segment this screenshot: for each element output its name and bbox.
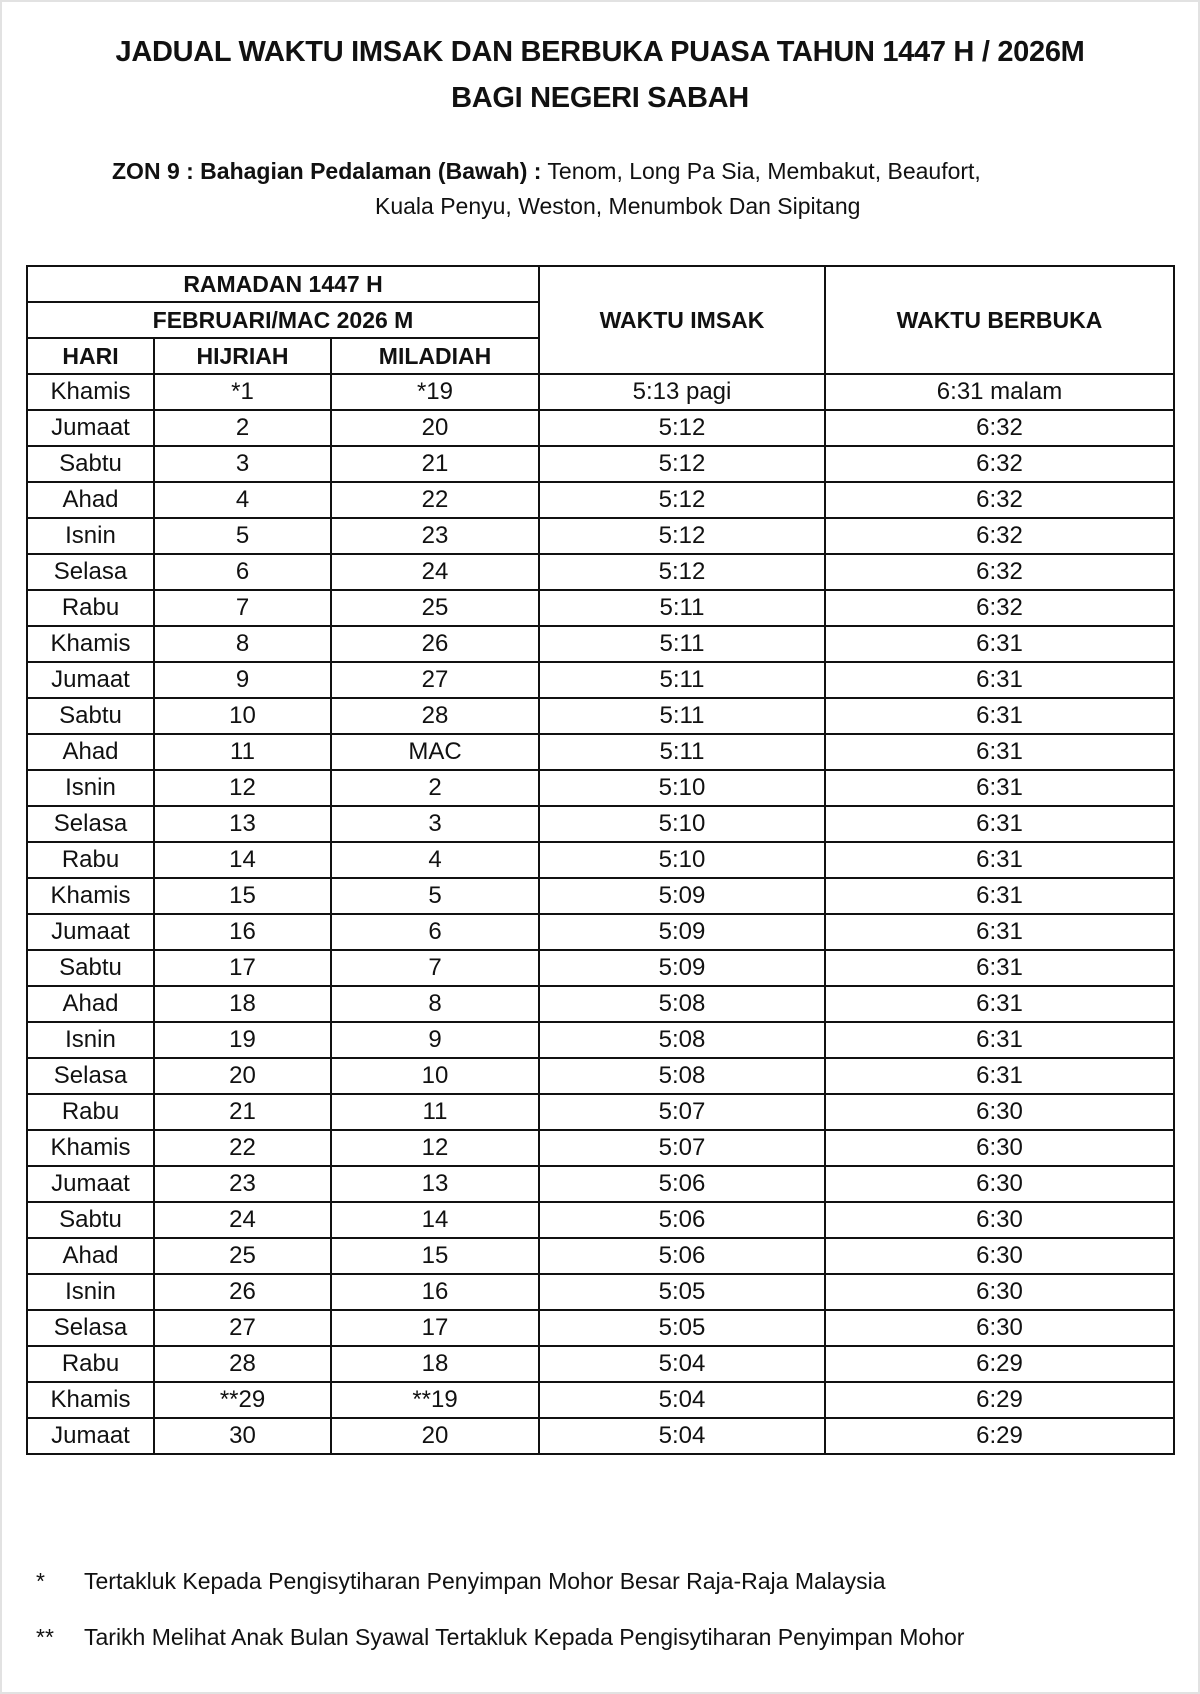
table-row [27,446,1174,482]
cell-miladiah: **19 [331,1382,539,1418]
table-row [27,698,1174,734]
cell-hari: Selasa [27,554,154,590]
table-row [27,842,1174,878]
table-row [27,1418,1174,1454]
cell-hari: Selasa [27,1310,154,1346]
cell-berbuka: 6:32 [825,554,1174,590]
cell-miladiah: 17 [331,1310,539,1346]
cell-berbuka: 6:29 [825,1382,1174,1418]
zone-areas: Tenom, Long Pa Sia, Membakut, Beaufort, [547,158,981,184]
cell-miladiah: 22 [331,482,539,518]
footnote-text: Tarikh Melihat Anak Bulan Syawal Tertakluk Kepada Pengisytiharan Penyimpan Mohor [84,1624,965,1650]
cell-hijriah: 22 [154,1130,331,1166]
cell-berbuka: 6:31 [825,878,1174,914]
cell-hijriah: 19 [154,1022,331,1058]
cell-imsak: 5:04 [539,1346,825,1382]
cell-hijriah: 11 [154,734,331,770]
cell-miladiah: 16 [331,1274,539,1310]
cell-imsak: 5:04 [539,1382,825,1418]
footnote-2 [36,1624,964,1651]
cell-imsak: 5:11 [539,698,825,734]
cell-miladiah: 10 [331,1058,539,1094]
cell-berbuka: 6:31 [825,770,1174,806]
cell-hari: Khamis [27,626,154,662]
cell-hari: Isnin [27,770,154,806]
cell-hijriah: 8 [154,626,331,662]
table-row [27,770,1174,806]
table-row [27,410,1174,446]
cell-hijriah: 30 [154,1418,331,1454]
cell-imsak: 5:09 [539,950,825,986]
cell-hijriah: 3 [154,446,331,482]
cell-miladiah: 23 [331,518,539,554]
col-header-miladiah: MILADIAH [331,338,539,374]
cell-miladiah: 12 [331,1130,539,1166]
ramadan-header: RAMADAN 1447 H [27,266,539,302]
cell-imsak: 5:08 [539,1022,825,1058]
cell-hijriah: *1 [154,374,331,410]
table-row [27,1202,1174,1238]
table-row [27,626,1174,662]
cell-hari: Ahad [27,1238,154,1274]
cell-imsak: 5:08 [539,986,825,1022]
cell-hari: Sabtu [27,698,154,734]
cell-miladiah: MAC [331,734,539,770]
cell-imsak: 5:12 [539,446,825,482]
cell-hari: Selasa [27,806,154,842]
cell-berbuka: 6:30 [825,1166,1174,1202]
cell-hijriah: 9 [154,662,331,698]
footnote-marker: * [36,1568,45,1594]
table-row [27,1022,1174,1058]
cell-imsak: 5:12 [539,410,825,446]
cell-hijriah: **29 [154,1382,331,1418]
table-row [27,878,1174,914]
table-row [27,806,1174,842]
table-row [27,986,1174,1022]
cell-berbuka: 6:30 [825,1094,1174,1130]
schedule-table [26,265,1175,1455]
cell-berbuka: 6:31 [825,914,1174,950]
cell-berbuka: 6:32 [825,590,1174,626]
cell-miladiah: 21 [331,446,539,482]
cell-berbuka: 6:32 [825,482,1174,518]
cell-hijriah: 6 [154,554,331,590]
cell-miladiah: 28 [331,698,539,734]
cell-berbuka: 6:32 [825,446,1174,482]
cell-imsak: 5:10 [539,806,825,842]
cell-miladiah: 25 [331,590,539,626]
cell-imsak: 5:09 [539,878,825,914]
month-header: FEBRUARI/MAC 2026 M [27,302,539,338]
cell-hijriah: 16 [154,914,331,950]
cell-hijriah: 15 [154,878,331,914]
cell-hari: Sabtu [27,446,154,482]
cell-imsak: 5:06 [539,1238,825,1274]
table-row [27,590,1174,626]
table-row [27,914,1174,950]
cell-miladiah: 15 [331,1238,539,1274]
cell-hari: Sabtu [27,950,154,986]
cell-miladiah: 24 [331,554,539,590]
cell-miladiah: 14 [331,1202,539,1238]
table-row [27,1346,1174,1382]
cell-miladiah: 9 [331,1022,539,1058]
cell-hari: Jumaat [27,1166,154,1202]
table-row [27,1130,1174,1166]
table-row [27,1274,1174,1310]
zone-label: ZON 9 : Bahagian Pedalaman (Bawah) : [112,158,542,184]
cell-hari: Ahad [27,986,154,1022]
cell-miladiah: 5 [331,878,539,914]
cell-miladiah: 11 [331,1094,539,1130]
cell-berbuka: 6:31 [825,626,1174,662]
cell-hijriah: 12 [154,770,331,806]
cell-hari: Isnin [27,1022,154,1058]
cell-berbuka: 6:32 [825,410,1174,446]
cell-berbuka: 6:30 [825,1238,1174,1274]
cell-hijriah: 10 [154,698,331,734]
table-row [27,1058,1174,1094]
cell-berbuka: 6:30 [825,1274,1174,1310]
cell-hari: Khamis [27,374,154,410]
table-row [27,1238,1174,1274]
table-row [27,554,1174,590]
cell-hijriah: 7 [154,590,331,626]
cell-miladiah: 8 [331,986,539,1022]
cell-hijriah: 4 [154,482,331,518]
cell-hijriah: 2 [154,410,331,446]
cell-miladiah: 20 [331,1418,539,1454]
cell-hari: Rabu [27,842,154,878]
cell-hari: Isnin [27,1274,154,1310]
table-row [27,662,1174,698]
cell-hijriah: 5 [154,518,331,554]
cell-berbuka: 6:31 [825,842,1174,878]
cell-hijriah: 28 [154,1346,331,1382]
cell-berbuka: 6:30 [825,1130,1174,1166]
cell-miladiah: *19 [331,374,539,410]
cell-imsak: 5:12 [539,554,825,590]
cell-miladiah: 18 [331,1346,539,1382]
footnote-1 [36,1568,886,1595]
cell-hijriah: 21 [154,1094,331,1130]
table-row [27,734,1174,770]
cell-berbuka: 6:31 [825,1022,1174,1058]
cell-berbuka: 6:29 [825,1418,1174,1454]
col-header-hari: HARI [27,338,154,374]
cell-berbuka: 6:32 [825,518,1174,554]
cell-imsak: 5:11 [539,590,825,626]
page-subtitle: BAGI NEGERI SABAH [451,82,749,114]
cell-berbuka: 6:31 [825,1058,1174,1094]
cell-hijriah: 13 [154,806,331,842]
cell-imsak: 5:07 [539,1130,825,1166]
cell-imsak: 5:11 [539,662,825,698]
cell-berbuka: 6:31 [825,734,1174,770]
cell-berbuka: 6:30 [825,1310,1174,1346]
cell-hari: Rabu [27,1094,154,1130]
cell-imsak: 5:12 [539,482,825,518]
cell-miladiah: 27 [331,662,539,698]
cell-hijriah: 17 [154,950,331,986]
table-row [27,1382,1174,1418]
cell-berbuka: 6:31 [825,950,1174,986]
cell-berbuka: 6:30 [825,1202,1174,1238]
cell-imsak: 5:10 [539,842,825,878]
zone-line-1 [112,158,981,185]
cell-berbuka: 6:31 [825,698,1174,734]
cell-imsak: 5:04 [539,1418,825,1454]
cell-miladiah: 7 [331,950,539,986]
cell-berbuka: 6:31 malam [825,374,1174,410]
cell-imsak: 5:13 pagi [539,374,825,410]
cell-hari: Isnin [27,518,154,554]
cell-imsak: 5:11 [539,734,825,770]
cell-berbuka: 6:29 [825,1346,1174,1382]
cell-imsak: 5:05 [539,1310,825,1346]
cell-hari: Rabu [27,590,154,626]
cell-hijriah: 18 [154,986,331,1022]
cell-imsak: 5:06 [539,1202,825,1238]
col-header-hijriah: HIJRIAH [154,338,331,374]
cell-hijriah: 23 [154,1166,331,1202]
table-row [27,1166,1174,1202]
cell-hijriah: 14 [154,842,331,878]
table-row [27,482,1174,518]
cell-imsak: 5:08 [539,1058,825,1094]
cell-hari: Khamis [27,878,154,914]
table-row [27,518,1174,554]
cell-hijriah: 27 [154,1310,331,1346]
cell-hari: Rabu [27,1346,154,1382]
cell-hari: Jumaat [27,410,154,446]
cell-imsak: 5:06 [539,1166,825,1202]
cell-hijriah: 24 [154,1202,331,1238]
cell-imsak: 5:09 [539,914,825,950]
cell-imsak: 5:07 [539,1094,825,1130]
cell-miladiah: 4 [331,842,539,878]
cell-berbuka: 6:31 [825,986,1174,1022]
table-row [27,950,1174,986]
zone-areas-continued: Kuala Penyu, Weston, Menumbok Dan Sipitang [375,193,861,219]
cell-imsak: 5:10 [539,770,825,806]
cell-miladiah: 6 [331,914,539,950]
cell-imsak: 5:11 [539,626,825,662]
page-title: JADUAL WAKTU IMSAK DAN BERBUKA PUASA TAHUN 1447 H / 2026M [115,36,1085,68]
footnote-text: Tertakluk Kepada Pengisytiharan Penyimpan Mohor Besar Raja-Raja Malaysia [84,1568,886,1594]
cell-miladiah: 26 [331,626,539,662]
cell-hijriah: 20 [154,1058,331,1094]
table-row [27,1094,1174,1130]
cell-miladiah: 20 [331,410,539,446]
cell-hari: Jumaat [27,1418,154,1454]
cell-miladiah: 3 [331,806,539,842]
cell-hijriah: 25 [154,1238,331,1274]
schedule-body [27,374,1174,1454]
table-row [27,374,1174,410]
footnote-marker: ** [36,1624,54,1650]
col-header-imsak: WAKTU IMSAK [539,266,825,374]
cell-hari: Jumaat [27,914,154,950]
cell-hari: Jumaat [27,662,154,698]
cell-hari: Selasa [27,1058,154,1094]
cell-hari: Sabtu [27,1202,154,1238]
cell-hari: Khamis [27,1382,154,1418]
cell-miladiah: 13 [331,1166,539,1202]
cell-hijriah: 26 [154,1274,331,1310]
cell-hari: Ahad [27,482,154,518]
cell-hari: Khamis [27,1130,154,1166]
cell-hari: Ahad [27,734,154,770]
cell-imsak: 5:05 [539,1274,825,1310]
table-row [27,1310,1174,1346]
cell-imsak: 5:12 [539,518,825,554]
cell-miladiah: 2 [331,770,539,806]
cell-berbuka: 6:31 [825,662,1174,698]
cell-berbuka: 6:31 [825,806,1174,842]
col-header-berbuka: WAKTU BERBUKA [825,266,1174,374]
